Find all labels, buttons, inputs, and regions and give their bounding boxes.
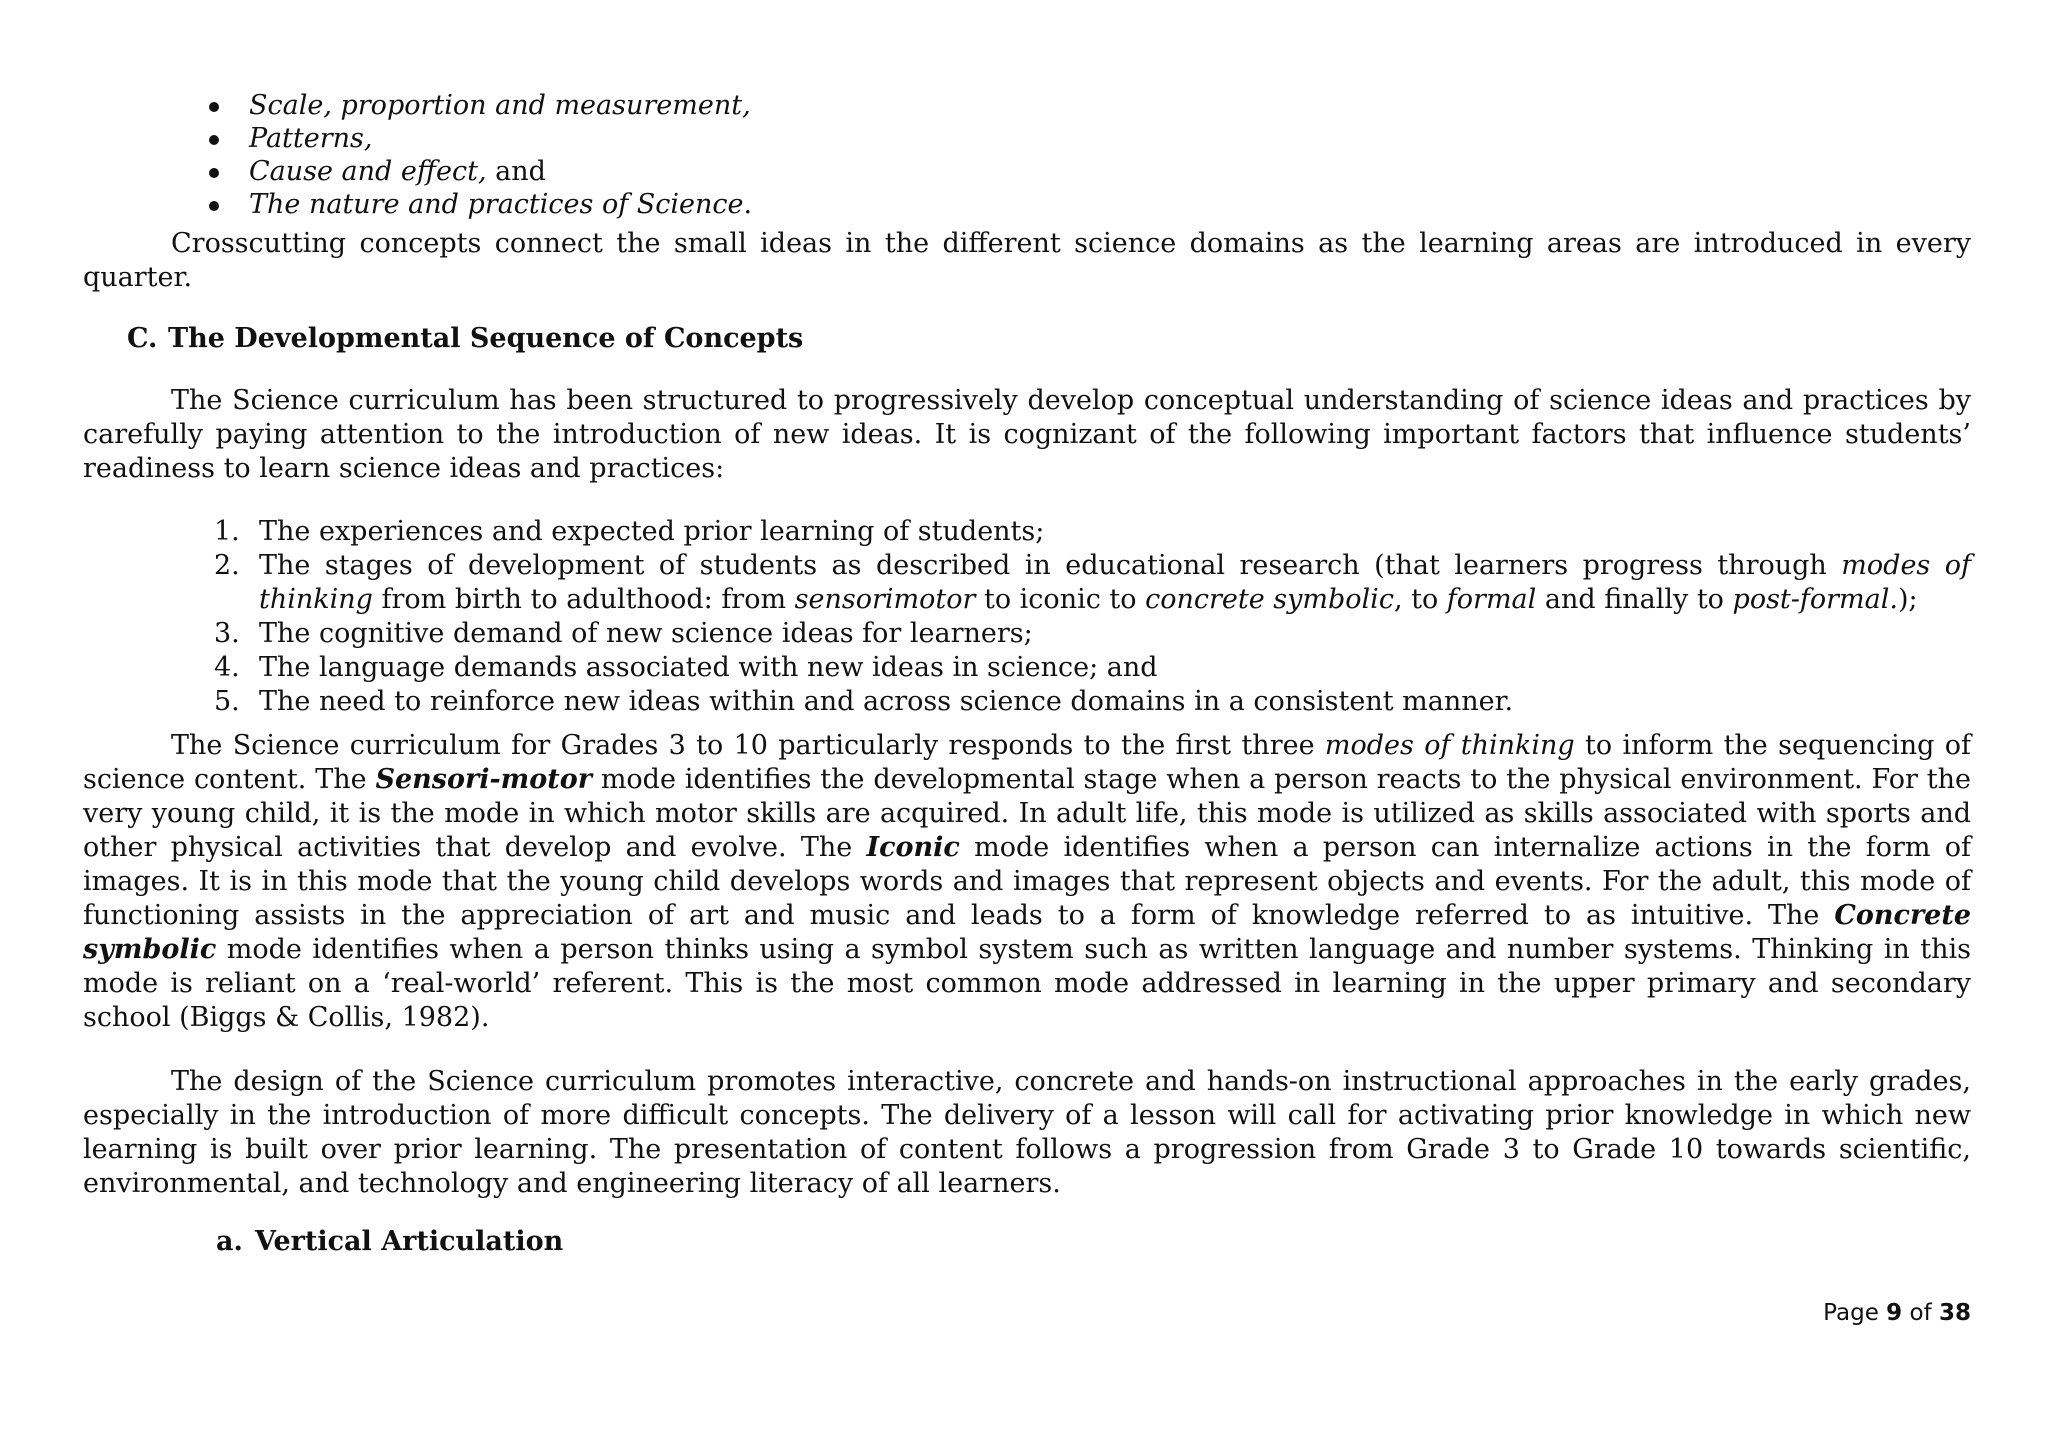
subsection-title: Vertical Articulation	[255, 1226, 564, 1257]
document-page	[83, 89, 1971, 1259]
list-item: Scale, proportion and measurement,	[83, 89, 1971, 122]
list-item: Patterns,	[83, 122, 1971, 155]
bullet-icon	[209, 102, 219, 112]
list-item: 4. The language demands associated with new ideas in science; and	[214, 652, 1158, 683]
intro-paragraph: The Science curriculum has been structured to progressively develop conceptual understanding of science ideas and practices by carefully paying attention to the introduction of new ideas. It is cognizant of the following important factors that influence students’ readiness to learn science ideas and practices:	[83, 385, 1971, 484]
curriculum-design-paragraph: The design of the Science curriculum promotes interactive, concrete and hands-on instructional approaches in the early grades, especially in the introduction of more difficult concepts. The delivery of a lesson will call for activating prior knowledge in which new learning is built over prior learning. The presentation of content follows a progression from Grade 3 to Grade 10 towards scientific, environmental, and technology and engineering literacy of all learners.	[83, 1066, 1971, 1199]
bullet-icon	[209, 135, 219, 145]
readiness-factors-list	[83, 515, 1971, 719]
sensori-motor-term: Sensori-motor	[375, 764, 592, 795]
list-item: 2. The stages of development of students as described in educational research (that learners progress through modes of thinking from birth to adulthood: from sensorimotor to iconic to concrete symbolic, to formal and finally to post-formal.);	[214, 550, 1971, 615]
section-heading-c	[127, 322, 1971, 356]
list-item: Cause and effect, and	[83, 155, 1971, 188]
page-number-footer: Page 9 of 38	[1823, 1300, 1971, 1326]
section-title: The Developmental Sequence of Concepts	[168, 323, 804, 354]
list-item: The nature and practices of Science.	[83, 188, 1971, 221]
section-label: C.	[127, 323, 158, 354]
crosscutting-concepts-list	[83, 89, 1971, 221]
subsection-heading-a	[216, 1225, 1971, 1259]
bullet-icon	[209, 168, 219, 178]
iconic-term: Iconic	[866, 832, 960, 863]
concrete-symbolic-term: Concrete symbolic	[83, 900, 1971, 965]
current-page-number: 9	[1886, 1300, 1903, 1326]
list-item: 5. The need to reinforce new ideas within and across science domains in a consistent manner.	[214, 686, 1514, 717]
crosscutting-paragraph: Crosscutting concepts connect the small ideas in the different science domains as the learning areas are introduced in every quarter.	[83, 228, 1971, 293]
list-item: 3. The cognitive demand of new science ideas for learners;	[214, 618, 1033, 649]
total-page-count: 38	[1938, 1300, 1971, 1326]
subsection-label: a.	[216, 1226, 243, 1257]
modes-of-thinking-paragraph: The Science curriculum for Grades 3 to 10 particularly responds to the first three modes of thinking to inform the sequencing of science content. The Sensori-motor mode identifies the developmental stage when a person reacts to the physical environment. For the very young child, it is the mode in which motor skills are acquired. In adult life, this mode is utilized as skills associated with sports and other physical activities that develop and evolve. The Iconic mode identifies when a person can internalize actions in the form of images. It is in this mode that the young child develops words and images that represent objects and events. For the adult, this mode of functioning assists in the appreciation of art and music and leads to a form of knowledge referred to as intuitive. The Concrete symbolic mode identifies when a person thinks using a symbol system such as written language and number systems. Thinking in this mode is reliant on a ‘real-world’ referent. This is the most common mode addressed in learning in the upper primary and secondary school (Biggs & Collis, 1982).	[83, 730, 1971, 1033]
list-item: 1. The experiences and expected prior learning of students;	[214, 516, 1045, 547]
bullet-icon	[209, 201, 219, 211]
